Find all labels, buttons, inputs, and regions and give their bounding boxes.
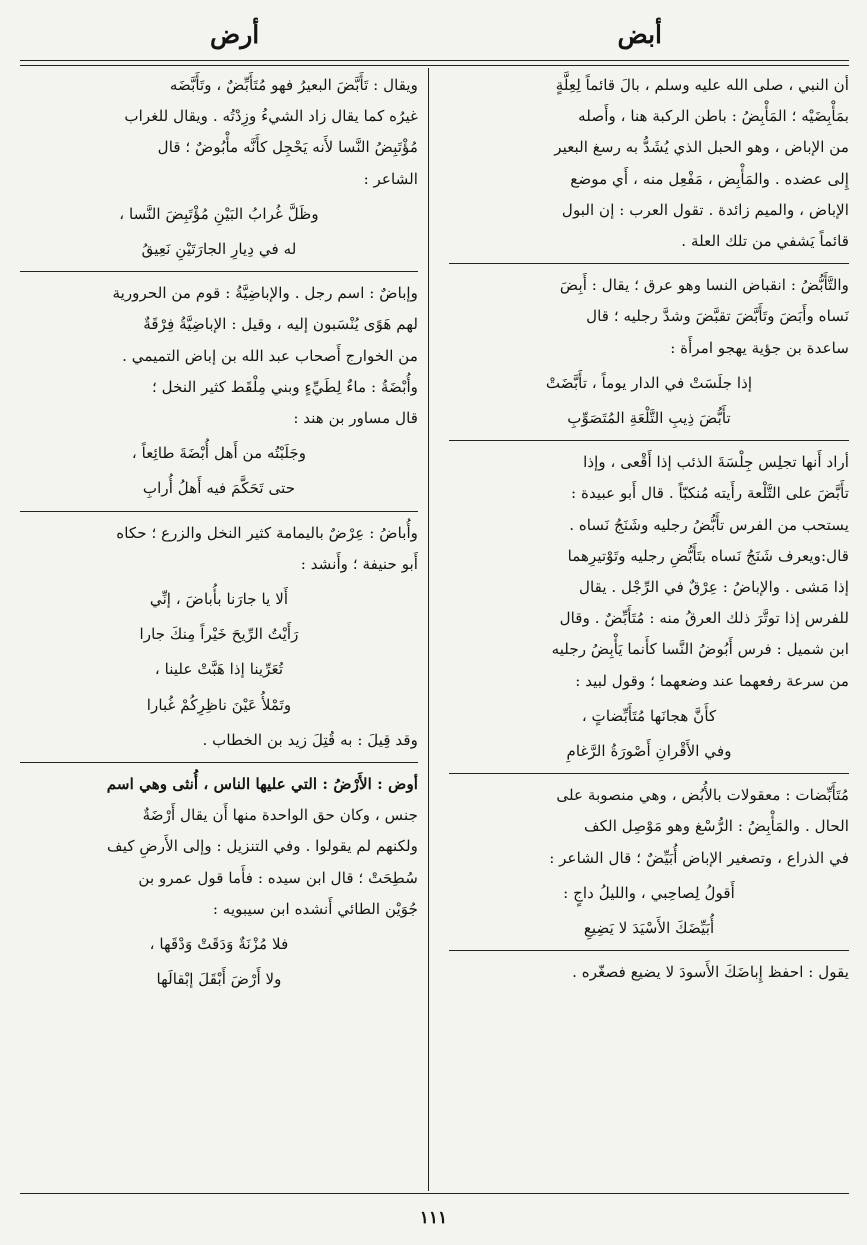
verse-line: وظَلَّ غُرابُ البَيْنِ مُؤْتَبِضَ النَّسا ، bbox=[119, 204, 319, 223]
column-divider bbox=[428, 68, 429, 1191]
header-left-word: أرض bbox=[210, 20, 260, 49]
verse-line: وجَلَبْتُه من أَهل أُبْضَةَ طائِعاً ، bbox=[131, 444, 307, 463]
section-rule bbox=[449, 773, 849, 774]
text-line: أراد أَنها تجلِس جِلْسَةَ الذئب إذا أَقْعى ، وإذا bbox=[583, 453, 849, 472]
text-line: ساعدة بن جؤية يهجو امرأَة : bbox=[670, 338, 849, 357]
text-line: أَبو حنيفة ؛ وأَنشد : bbox=[300, 554, 418, 573]
text-line: ابن شميل : فرس أَبُوضُ النَّسا كأَنما يَأْبِضُ رجليه bbox=[551, 640, 849, 659]
text-line: يستحب من الفرس تأَبُّضُ رجليه وشَنَجُ نَساه . bbox=[569, 515, 849, 534]
verse-line: تُعَرِّينا إذا هَبَّتْ علينا ، bbox=[154, 660, 284, 679]
verse-line: ولا أَرْضَ أَبْقَلَ إبْقالَها bbox=[156, 970, 282, 989]
text-line: من الإباض ، وهو الحبل الذي يُشَدُّ به رسغ البعير bbox=[554, 138, 849, 157]
text-line: قال:ويعرف شَنَجُ نَساه بتَأَبُّضِ رجليه وتَوْتيرِهما bbox=[567, 546, 849, 565]
text-line: إِلى عضده . والمَأْبِض ، مَفْعِل منه ، أَي موضع bbox=[570, 169, 849, 188]
text-line: وأُبْضَةُ : ماءٌ لِطَيِّءٍ وبني مِلْقَط كثير النخل ؛ bbox=[151, 377, 418, 396]
verse-line: تأَبُّضَ ذِيبِ التَّلْعَةِ المُتَصَوِّبِ bbox=[567, 409, 731, 428]
right-column bbox=[449, 70, 849, 1188]
section-rule bbox=[20, 511, 418, 512]
section-rule bbox=[449, 950, 849, 951]
text-line: بمَأْبِضَيْه ؛ المَأْبِضُ : باطن الركبة هنا ، وأَصله bbox=[578, 107, 849, 126]
text-line: قائماً يَشفي من تلك العلة . bbox=[681, 232, 849, 251]
section-rule bbox=[20, 271, 418, 272]
page-number: ١١١ bbox=[419, 1208, 448, 1228]
verse-line: له في دِيارِ الجارَتَيْنِ نَعِيقُ bbox=[141, 240, 297, 259]
text-line: نَساه وأَبَضَ وتَأَبَّضَ تقبَّضَ وشدَّ رجليه ؛ قال bbox=[586, 307, 849, 326]
section-rule bbox=[20, 762, 418, 763]
text-line: إذا مَشى . والإباضُ : عِرْقٌ في الرِّجْل . يقال bbox=[578, 578, 849, 597]
text-line: للفرس إذا توتَّرَ ذلك العرقُ منه : مُتَأَبِّضٌ . وقال bbox=[559, 609, 849, 628]
text-line: غيرُه كما يقال زاد الشيءُ وزِدْتُه . ويقال للغراب bbox=[124, 107, 418, 126]
text-line: من الخوارج أَصحاب عبد الله بن إباض التميمي . bbox=[122, 346, 418, 365]
text-line: وأُباضُ : عِرْضٌ باليمامة كثير النخل والزرع ؛ حكاه bbox=[116, 523, 418, 542]
verse-line: إذا جلَسَتْ في الدار يوماً ، تأَبَّضَتْ bbox=[545, 373, 753, 392]
bottom-rule bbox=[20, 1193, 849, 1194]
text-line: جنس ، وكان حق الواحدة منها أَن يقال أَرْضَةٌ bbox=[142, 806, 418, 825]
text-line: تأَبَّضَ على التَّلْعة رأَيته مُنكبّاً . قال أَبو عبيدة : bbox=[571, 484, 849, 503]
text-line: ولكنهم لم يقولوا . وفي التنزيل : وإلى الأَرضِ كيف bbox=[107, 837, 418, 856]
text-line: جُوَيْن الطائي أَنشده ابن سيبويه : bbox=[212, 899, 418, 918]
text-line: الحال . والمَأْبِضُ : الرُّسْغ وهو مَوْصِل الكف bbox=[583, 817, 849, 836]
verse-line: وتَمْلأُ عَيْنَ ناظِرِكُمْ غُبارا bbox=[146, 695, 292, 714]
text-line: سُطِحَتْ ؛ قال ابن سيده : فأَما قول عمرو بن bbox=[138, 868, 418, 887]
verse-line: كأَنَّ هجانَها مُتَأَبِّضاتٍ ، bbox=[581, 706, 717, 725]
header-right-word: أبض bbox=[617, 20, 662, 49]
top-rule-double bbox=[20, 65, 849, 66]
text-line: مُؤْتَبِضُ النَّسا لأَنه يَحْجِل كأَنَّه مأْبُوضٌ ؛ قال bbox=[157, 138, 418, 157]
text-line: ويقال : تَأَبَّضَ البعيرُ فهو مُتَأَبِّضٌ ، وتَأَبَّضَه bbox=[169, 76, 418, 94]
verse-line: وفي الأَقْرانِ أَصْورَةُ الرَّغامِ bbox=[566, 742, 732, 761]
text-line: وقد قِيلَ : به قُتِلَ زيد بن الخطاب . bbox=[202, 730, 418, 749]
section-rule bbox=[449, 440, 849, 441]
text-line: أن النبي ، صلى الله عليه وسلم ، بالَ قائماً لِعِلَّةٍ bbox=[555, 76, 849, 94]
text-line: والتَّأَبُّضُ : انقباض النسا وهو عرق ؛ يقال : أَبِضَ bbox=[559, 276, 849, 295]
text-line: من سرعة رفعهما عند وضعهما ؛ وقول لبيد : bbox=[575, 671, 849, 690]
left-column bbox=[20, 70, 418, 1188]
verse-line: فلا مُزْنَةٌ وَدَقَتْ وَدْقَها ، bbox=[149, 935, 289, 954]
text-line: قال مساور بن هند : bbox=[293, 409, 418, 428]
verse-line: أُبَيِّضَكَ الأَسْيَدَ لا يَضِيعِ bbox=[583, 919, 715, 938]
text-line: الإباض ، والميم زائدة . تقول العرب : إن البول bbox=[561, 200, 849, 219]
text-line: الشاعر : bbox=[363, 169, 418, 188]
section-rule bbox=[449, 263, 849, 264]
text-line: يقول : احفظ إِباضَكَ الأَسودَ لا يضيع فصغّره . bbox=[572, 963, 849, 982]
verse-line: حتى تَحَكَّمَ فيه أَهلُ أُرابِ bbox=[142, 479, 296, 498]
top-rule bbox=[20, 60, 849, 61]
text-line: وإباضٌ : اسم رجل . والإباضِيَّةُ : قوم من الحرورية bbox=[112, 284, 418, 303]
entry-start-line: أوض : الأَرْضُ : التي عليها الناس ، أُنثى وهي اسم bbox=[106, 775, 418, 794]
text-line: في الذراع ، وتصغير الإباض أُبَيِّضٌ ؛ قال الشاعر : bbox=[549, 848, 849, 867]
verse-line: رَأَيْتُ الرِّيحَ خَيْراً مِنكَ جارا bbox=[139, 625, 299, 644]
verse-line: أَقولُ لِصاحِبي ، والليلُ داجٍ : bbox=[563, 883, 735, 902]
text-line: مُتَأَبِّضات : معقولات بالأُبُض ، وهي منصوبة على bbox=[556, 786, 849, 805]
text-line: لهم هَوًى يُنْسَبون إليه ، وقيل : الإباضِيَّةُ فِرْقَةٌ bbox=[143, 315, 418, 334]
verse-line: أَلا يا جارَنا بأُباضَ ، إنِّي bbox=[149, 590, 289, 609]
